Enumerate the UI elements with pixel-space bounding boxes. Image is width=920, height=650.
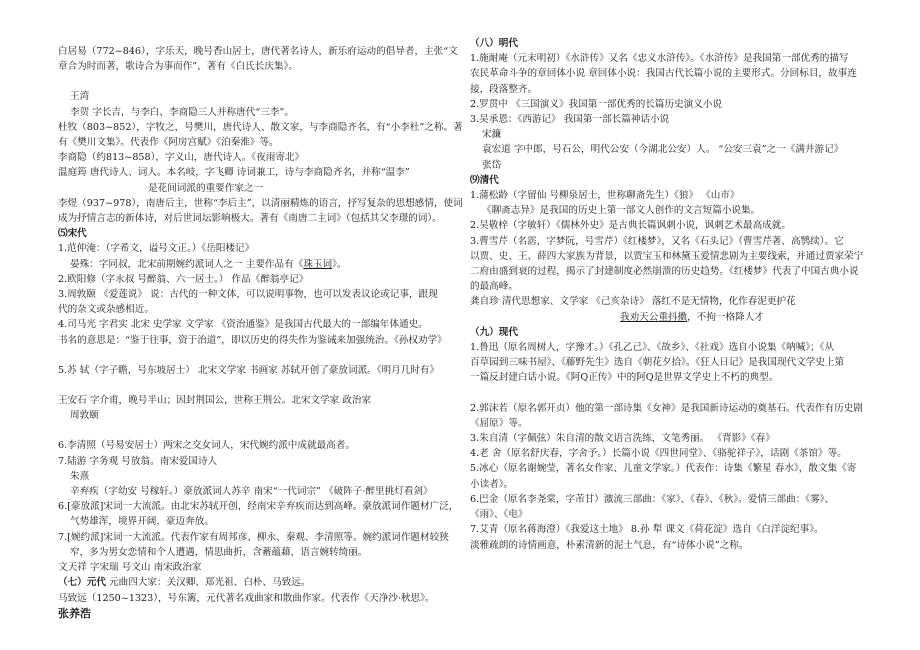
text-line: 王安石 字介甫，晚号半山；因封荆国公，世称王荆公。北宋文学家 政治家 xyxy=(58,395,372,407)
text-line: 5.苏 轼（字子瞻，号东坡居士） 北宋文学家 书画家 苏轼开创了豪放词派。《明月几时有》 xyxy=(58,364,440,376)
text-line: 是花间词派的重要作家之一 xyxy=(148,182,264,194)
text-line xyxy=(58,575,453,590)
text-span: 元曲四大家：关汉卿、郑光祖、白朴、马致远。 xyxy=(105,577,311,589)
text-line: 辛弃疾（字幼安 号稼轩。）豪放派词人苏辛 南宋“一代词宗” 《破阵子·醉里挑灯看剑》 xyxy=(70,486,433,498)
text-line: 3.朱自清（字佩弦）朱自清的散文语言洗练，文笔秀丽。 《背影》《春》 xyxy=(470,433,775,445)
text-line: 杜牧（803~852），字牧之，号樊川，唐代诗人、散文家，与李商隐齐名，有“小李杜”之称。著 xyxy=(58,121,463,133)
text-span: 1.范仲淹：（字希文，谥号文正。）《岳阳楼记》 xyxy=(58,243,255,255)
text-span: 》。 xyxy=(332,258,347,270)
text-line: 窄，多为男女恋情和个人遭遇，情思曲折，含蓄蕴藉，语言婉转绮丽。 xyxy=(70,546,368,558)
text-line: 有《樊川文集》。代表作《阿房宫赋》《泊秦淮》等。 xyxy=(58,137,279,149)
text-line: 小读者》。 xyxy=(470,478,514,490)
text-line: 李贺 字长吉，与李白、李商隐三人并称唐代“三李”。 xyxy=(70,106,294,118)
text-line: 7.[婉约派]宋词一大流派。代表作家有周邦彦、柳永、秦观、李清照等。婉约派词作题材较狭 xyxy=(58,531,449,543)
text-line: 7.陆游 字务观 号放翁。南宋爱国诗人 xyxy=(58,455,218,467)
text-line: 2.罗贯中 《三国演义》我国第一部优秀的长篇历史演义小说 xyxy=(470,98,723,110)
text-line: 的最高峰。 xyxy=(470,281,518,293)
text-line xyxy=(58,257,453,272)
underlined-title: 珠玉词 xyxy=(303,258,333,270)
text-line: 2.郭沫若（原名郭开贞）他的第一部诗集《女神》是我国新诗运动的奠基石。代表作有历史剧 xyxy=(470,402,863,414)
text-line: 文天祥 字宋瑞 号文山 南宋政治家 xyxy=(58,562,202,574)
text-line: 2.欧阳修（字永叔 号醉翁、六一居士。） 作品《醉翁亭记》 xyxy=(58,273,309,285)
text-line: 6.巴金（原名李尧棠，字芾甘）激流三部曲：《家》、《春》、《秋》。爱情三部曲：《雾》、 xyxy=(470,493,835,505)
text-line: 接，段落整齐。 xyxy=(470,83,538,95)
text-line: 7.艾青（原名蒋海澄）《我爱这土地》 8.孙 犁 课文《荷花淀》选自《白洋淀纪事》。 xyxy=(470,524,824,536)
text-line: 6.李清照（号易安居士）两宋之交女词人，宋代婉约派中成就最高者。 xyxy=(58,440,355,452)
text-line: 1.鲁迅（原名周树人，字豫才。）《孔乙己》、《故乡》、《社戏》选自小说集《呐喊》；《从 xyxy=(470,342,835,354)
text-line: 李商隐（约813~858），字义山，唐代诗人。《夜雨寄北》 xyxy=(58,152,305,164)
text-line: 3.吴承恩：《西游记》 我国第一部长篇神话小说 xyxy=(470,114,670,126)
text-line: 以贾、史、王、薛四大家族为背景，以贾宝玉和林黛玉爱情悲剧为主要线索，并通过贾家荣宁 xyxy=(470,250,864,262)
section-heading-yuan: （七）元代 xyxy=(58,577,106,589)
author-name: 周敦颐 xyxy=(70,410,99,422)
author-name: 张养浩 xyxy=(58,606,91,620)
text-line: 马致远（1250~1323），号东篱，元代著名戏曲家和散曲作家。代表作《天净沙·秋思》。 xyxy=(58,592,435,604)
text-line: 书名的意思是：“鉴于往事，资于治道”，即以历史的得失作为鉴诫来加强统治。《孙权劝学》 xyxy=(58,334,447,346)
text-span: ，不拘一格降人才 xyxy=(687,311,764,323)
text-line: 一篇反封建白话小说。《阿Q正传》中的阿Q是世界文学史上不朽的典型。 xyxy=(470,372,779,384)
text-line: 章合为时而著，歌诗合为事而作”，著有《白氏长庆集》。 xyxy=(58,61,298,73)
text-line: 代的杂文或杂感相近。 xyxy=(58,304,154,316)
text-line: 3.周敦颐 《爱莲说》 说：古代的一种文体，可以说明事物，也可以发表议论或记事，跟现 xyxy=(58,289,438,301)
underlined-verse: 我劝天公重抖擞 xyxy=(620,311,688,323)
section-heading-song: ⑸宋代 xyxy=(58,228,87,240)
text-line: 李煜（937~978），南唐后主，世称“李后主”，以清丽精炼的语言，抒写复杂的思想感情，使词 xyxy=(58,197,463,209)
author-name: 王湾 xyxy=(70,91,90,103)
section-heading-ming: （八）明代 xyxy=(470,38,518,49)
text-line xyxy=(58,241,453,256)
text-line: 成为抒情言志的新体诗，对后世词坛影响极大。著有《南唐二主词》（包括其父李璟的词）。 xyxy=(58,213,442,225)
text-line: 1.蒲松龄（字留仙 号柳泉居士，世称聊斋先生）《狼》 《山市》 xyxy=(470,190,740,202)
text-line: 淡雅疏朗的诗情画意，朴素清新的泥土气息，有“诗体小说”之称。 xyxy=(470,539,749,551)
text-line: 5.冰心（原名谢婉莹，著名女作家、儿童文学家。）代表作：诗集《繁星 春水》，散文集《寄 xyxy=(470,463,857,475)
author-name: 张岱 xyxy=(482,159,502,171)
text-line: 4.司马光 字君实 北宋 史学家 文学家 《资治通鉴》是我国古代最大的一部编年体通史。 xyxy=(58,319,428,331)
text-line: 龚自珍 清代思想家、文学家 《己亥杂诗》 落红不是无情物，化作春泥更护花 xyxy=(470,296,796,308)
text-line: 1.施耐庵（元末明初）《水浒传》又名《忠义水浒传》。《水浒传》是我国第一部优秀的描写 xyxy=(470,53,849,65)
right-column xyxy=(470,36,870,553)
text-span: 晏殊：字同叔，北宋前期婉约派词人之一 主要作品有《 xyxy=(70,258,304,270)
author-name: 朱熹 xyxy=(70,470,90,482)
text-line: 白居易（772~846），字乐天，晚号香山居士，唐代著名诗人，新乐府运动的倡导者，主张“文 xyxy=(58,46,458,57)
text-line: 温庭筠 唐代诗人、词人。本名岐，字飞卿 诗词兼工，诗与李商隐齐名，并称“温李” xyxy=(58,167,410,179)
text-line: 3.曹雪芹（名霑，字梦阮，号雪芹）《红楼梦》，又名《石头记》（曹雪芹著、高鹗续）。它 xyxy=(470,235,844,247)
text-line: 气势雄浑，境界开阔，豪迈奔放。 xyxy=(70,516,214,528)
text-line xyxy=(470,310,870,325)
text-line: 6.[豪放派]宋词一大流派。由北宋苏轼开创，经南宋辛弃疾而达到高峰。豪放派词作题材广泛， xyxy=(58,501,459,513)
text-line: 《屈原》等。 xyxy=(470,417,528,429)
text-line: 4.老 舍（原名舒庆春，字舍予。）长篇小说《四世同堂》、《骆驼祥子》，话剧《茶馆》等。 xyxy=(470,448,847,460)
left-column xyxy=(58,44,463,621)
section-heading-qing: ⑼清代 xyxy=(470,174,499,186)
text-line: 二府由盛到衰的过程，揭示了封建制度必然崩溃的历史趋势。《红楼梦》代表了中国古典小说 xyxy=(470,266,859,278)
text-line: 袁宏道 字中郎，号石公，明代公安（今湖北公安）人。 “公安三袁”之一《满井游记》 xyxy=(482,144,844,156)
text-line: 《雨》、《电》 xyxy=(470,509,528,521)
text-line: 农民革命斗争的章回体小说 章回体小说：我国古代长篇小说的主要形式。分回标目，故事连 xyxy=(470,68,857,80)
text-line: 百草园到三味书屋》、《藤野先生》选自《朝花夕拾》。《狂人日记》是我国现代文学史上第 xyxy=(470,357,845,369)
section-heading-modern: （九）现代 xyxy=(470,326,518,338)
text-line: 《聊斋志异》是我国的历史上第一部文人创作的文言短篇小说集。 xyxy=(482,205,761,217)
author-name: 宋濂 xyxy=(482,129,502,141)
text-line: 2.吴敬梓（字敏轩）《儒林外史》是古典长篇讽刺小说，讽刺艺术最高成就。 xyxy=(470,220,791,232)
